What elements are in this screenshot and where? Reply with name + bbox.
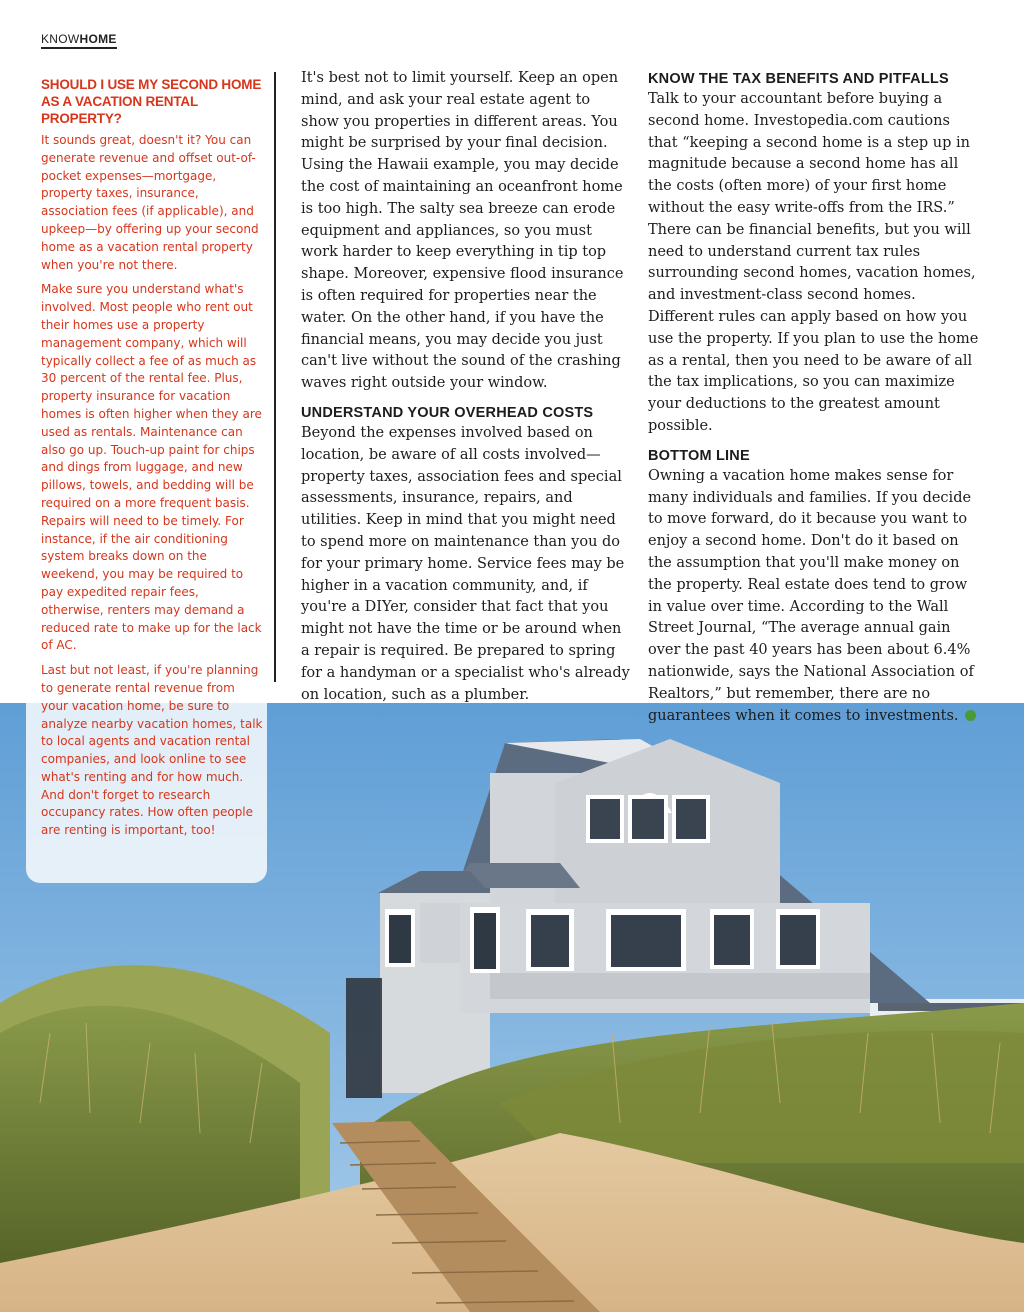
sidebar-content <box>41 76 263 847</box>
sidebar-paragraph-1: It sounds great, doesn't it? You can generate revenue and offset out-of-pocket expenses—mortgage, property taxes, insurance, association fees (if applicable), and upkeep—by offering up your second home as a vacation rental property when you're not there. <box>41 133 259 272</box>
sidebar-paragraph-3: Last but not least, if you're planning to generate rental revenue from your vacation home, be sure to analyze nearby vacation homes, talk to local agents and vacation rental companies, and look online to see what's renting and for how much. And don't forget to research occupancy rates. How often people are renting is important, too! <box>41 663 263 838</box>
middle-column <box>301 68 631 706</box>
overhead-costs-heading: UNDERSTAND YOUR OVERHEAD COSTS <box>301 404 594 421</box>
bottom-line-text: Owning a vacation home makes sense for many individuals and families. If you decide to move forward, do it because you want to enjoy a second home. Don't do it based on the assumption that you'll make money on the property. Real estate does tend to grow in value over time. According to the Wall Street Journal, “The average annual gain over the past 40 years has been about 6.4% nationwide, says the National Association of Realtors,” but remember, there are no guarantees when it comes to investments. <box>648 467 974 724</box>
bottom-line-heading: BOTTOM LINE <box>648 447 750 464</box>
section-label <box>41 32 117 49</box>
middle-intro-paragraph: It's best not to limit yourself. Keep an open mind, and ask your real estate agent to show you properties in different areas. You might be surprised by your final decision. Using the Hawaii example, you may decide the cost of maintaining an oceanfront home is too high. The salty sea breeze can erode equipment and appliances, so you must work harder to keep everything in tip top shape. Moreover, expensive flood insurance is often required for properties near the water. On the other hand, if you have the financial means, you may decide you just can't live without the sound of the crashing waves right outside your window. <box>301 70 624 392</box>
overhead-costs-paragraph: Beyond the expenses involved based on location, be aware of all costs involved—property taxes, association fees and special assessments, insurance, repairs, and utilities. Keep in mind that you might need to spend more on maintenance than you do for your primary home. Service fees may be higher in a vacation community, and, if you're a DIYer, consider that fact that you might not have the time or be around when a repair is required. Be prepared to spring for a handyman or a specialist who's already on location, such as a plumber. <box>301 424 630 703</box>
column-divider <box>274 72 276 682</box>
section-label-know: KNOW <box>41 32 80 46</box>
bottom-line-paragraph <box>648 466 980 728</box>
sidebar-heading: SHOULD I USE MY SECOND HOME AS A VACATION RENTAL PROPERTY? <box>41 77 262 126</box>
tax-benefits-paragraph: Talk to your accountant before buying a second home. Investopedia.com cautions that “keeping a second home is a step up in magnitude because a second home has all the costs (often more) of your first home without the easy write-offs from the IRS.” There can be financial benefits, but you will need to understand current tax rules surrounding second homes, vacation homes, and investment-class second homes. Different rules can apply based on how you use the property. If you plan to use the home as a rental, then you need to be aware of all the tax implications, so you can maximize your deductions to the greatest amount possible. <box>648 91 979 434</box>
section-label-home: HOME <box>79 32 117 46</box>
end-mark-icon <box>965 710 976 721</box>
sidebar-box <box>26 70 267 883</box>
right-column <box>648 68 980 727</box>
sidebar-paragraph-2: Make sure you understand what's involved. Most people who rent out their homes use a property management company, which will typically collect a fee of as much as 30 percent of the rental fee. Plus, property insurance for vacation homes is often higher when they are used as rentals. Maintenance can also go up. Touch-up paint for chips and dings from luggage, and new pillows, towels, and bedding will be required on a more frequent basis. Repairs will need to be timely. For instance, if the air conditioning system breaks down on the weekend, you may be required to pay expedited repair fees, otherwise, renters may demand a reduced rate to make up for the lack of AC. <box>41 282 262 653</box>
tax-benefits-heading: KNOW THE TAX BENEFITS AND PITFALLS <box>648 71 949 87</box>
